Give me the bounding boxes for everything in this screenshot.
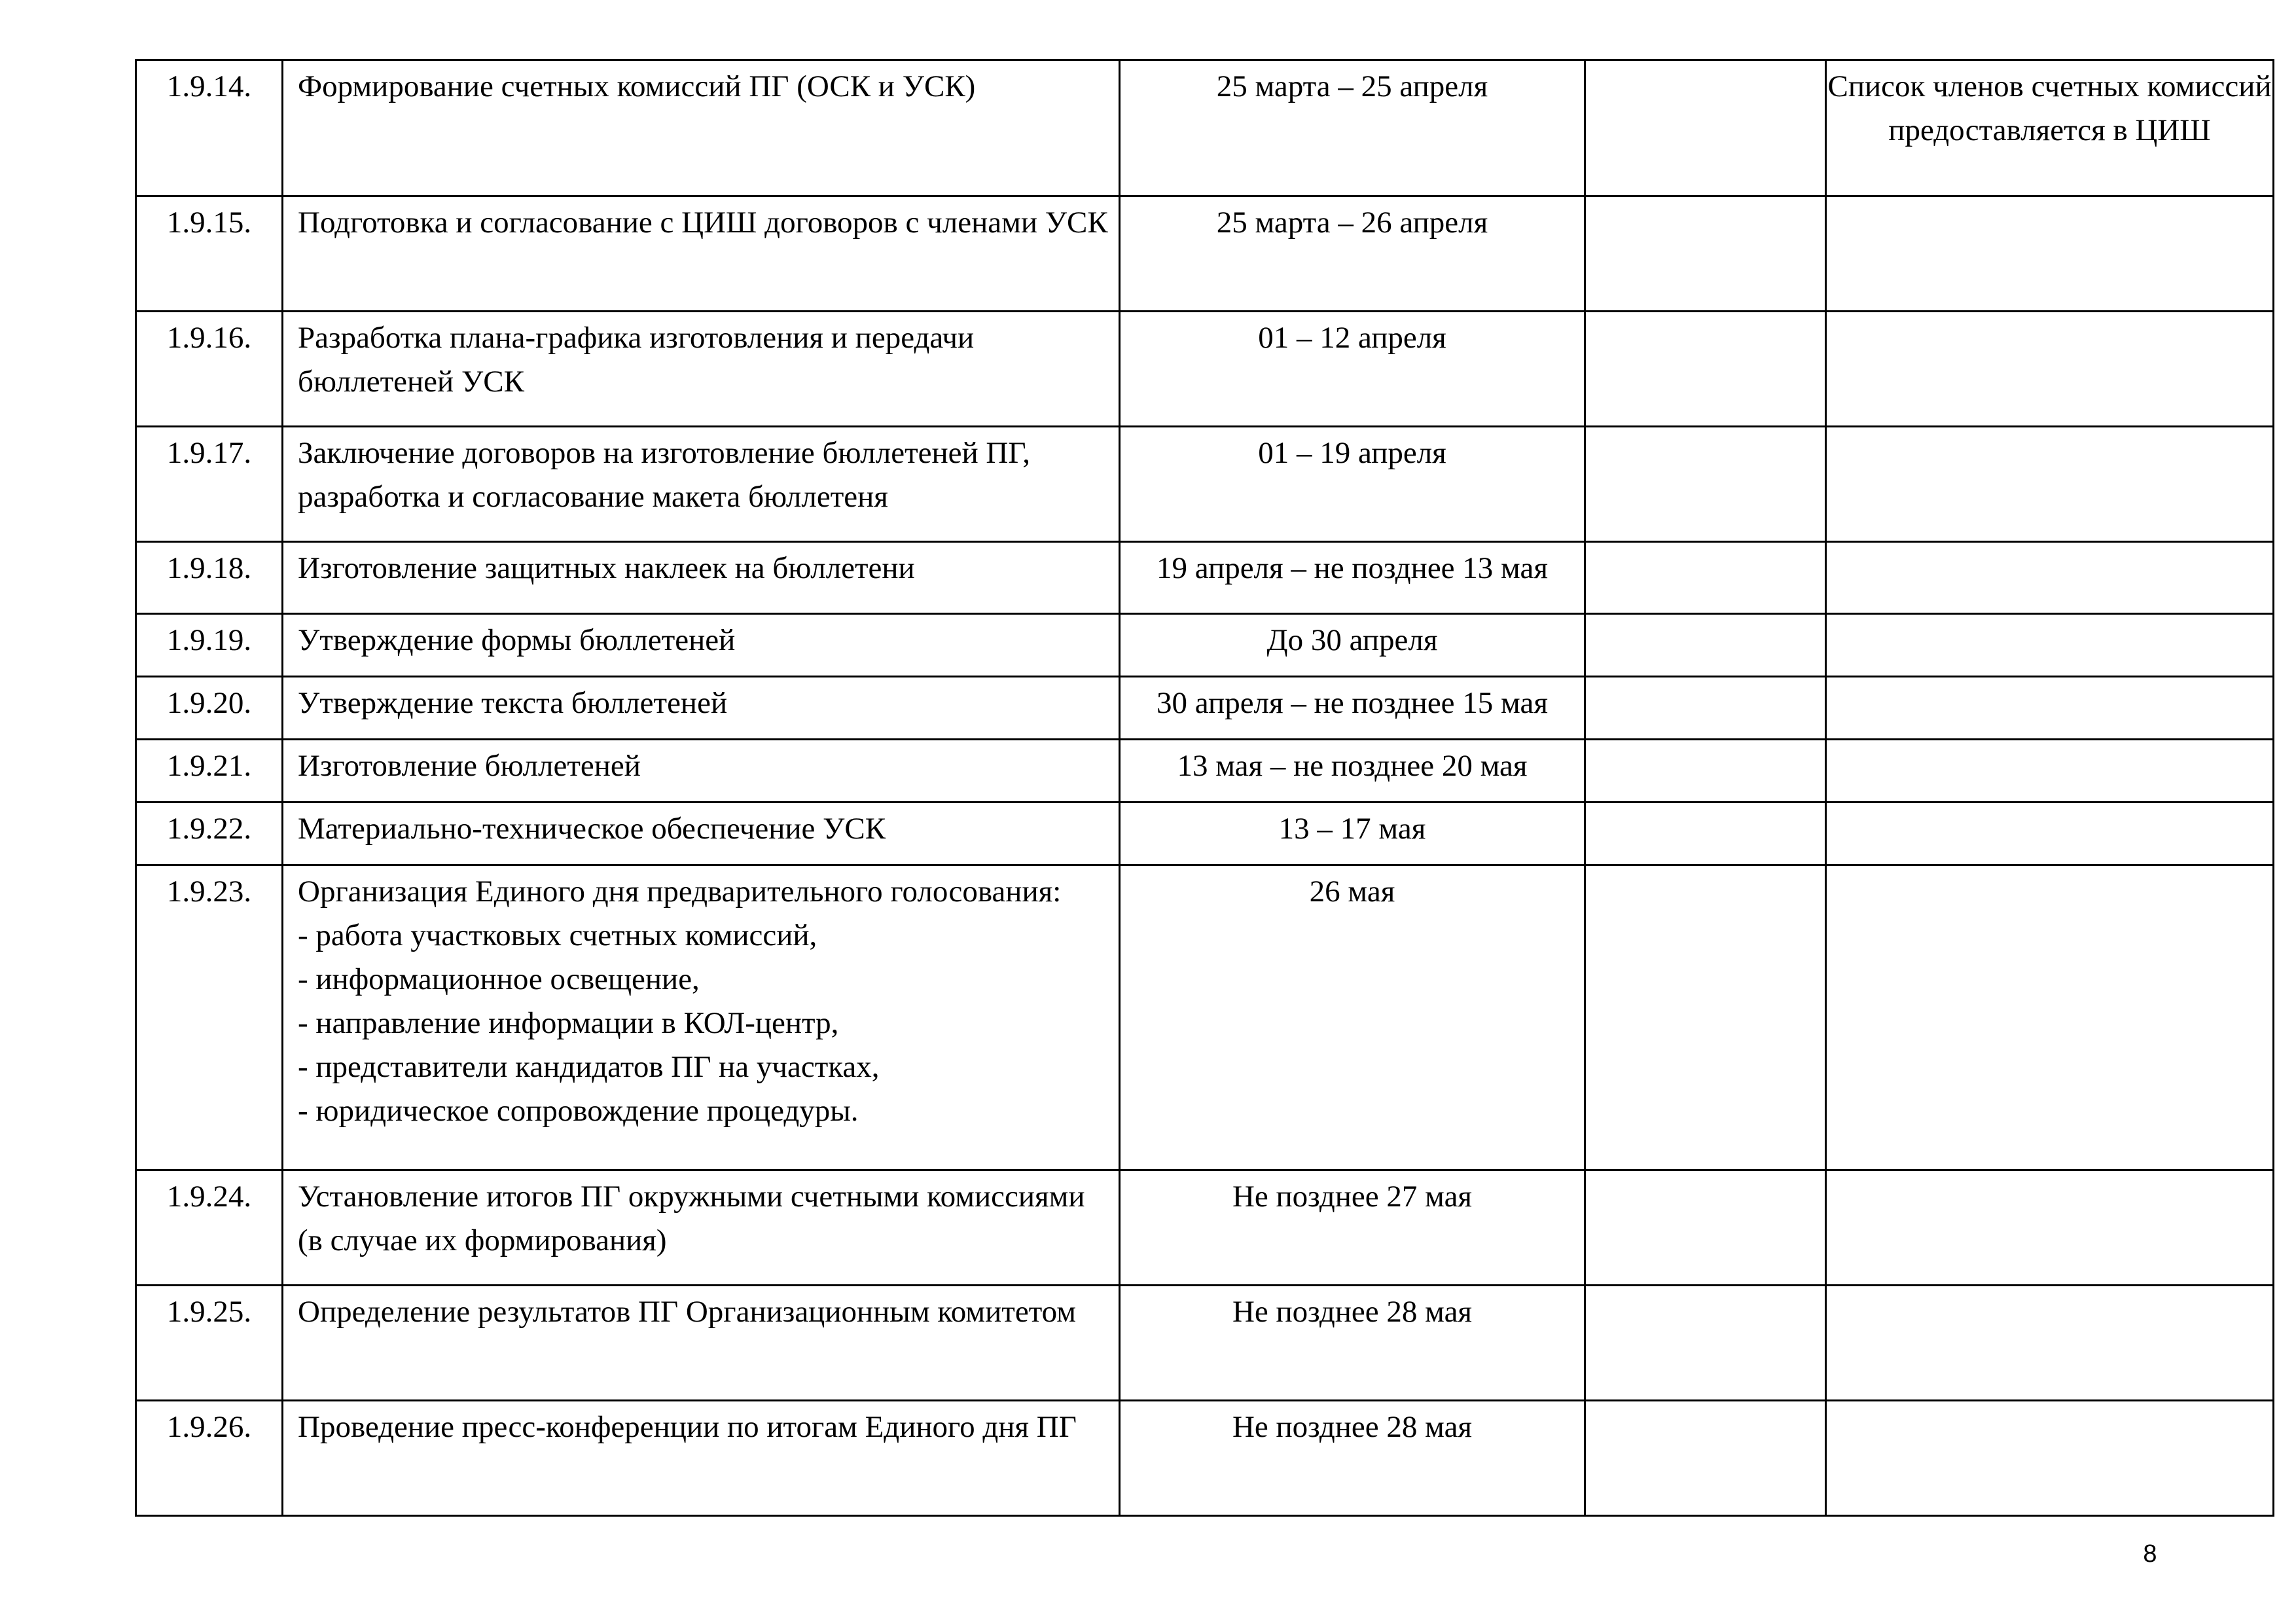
task-text-line: Утверждение формы бюллетеней [298,623,736,657]
responsible-cell [1585,740,1826,803]
deadline-cell: 25 марта – 25 апреля [1120,60,1585,196]
table-row [136,312,2274,427]
item-number-cell: 1.9.17. [136,427,283,542]
item-number-cell: 1.9.19. [136,614,283,677]
responsible-cell [1585,542,1826,614]
note-cell [1826,1401,2274,1516]
task-text-line: Разработка плана-графика изготовления и передачи бюллетеней УСК [298,321,975,399]
note-cell [1826,1170,2274,1286]
deadline-cell: 13 – 17 мая [1120,803,1585,865]
task-cell [283,740,1120,803]
note-cell [1826,427,2274,542]
table-row [136,1286,2274,1401]
item-number-cell: 1.9.26. [136,1401,283,1516]
responsible-cell [1585,677,1826,740]
task-text-line: - представители кандидатов ПГ на участках, [298,1050,880,1084]
note-cell [1826,312,2274,427]
table-row [136,542,2274,614]
item-number-cell: 1.9.20. [136,677,283,740]
table-row [136,803,2274,865]
item-number-cell: 1.9.24. [136,1170,283,1286]
table-row [136,1401,2274,1516]
table-row [136,60,2274,196]
task-cell [283,803,1120,865]
note-cell [1826,1286,2274,1401]
responsible-cell [1585,803,1826,865]
task-text-line: Установление итогов ПГ окружными счетными комиссиями (в случае их формирования) [298,1180,1085,1257]
task-text-line: Подготовка и согласование с ЦИШ договоров с членами УСК [298,206,1108,240]
table-row [136,427,2274,542]
item-number-cell: 1.9.18. [136,542,283,614]
task-text-line: Материально-техническое обеспечение УСК [298,812,886,846]
item-number-cell: 1.9.25. [136,1286,283,1401]
deadline-cell: 13 мая – не позднее 20 мая [1120,740,1585,803]
responsible-cell [1585,614,1826,677]
task-text-line: - работа участковых счетных комиссий, [298,918,817,952]
item-number-cell: 1.9.16. [136,312,283,427]
note-cell [1826,865,2274,1170]
deadline-cell: Не позднее 28 мая [1120,1286,1585,1401]
deadline-cell: 25 марта – 26 апреля [1120,196,1585,312]
deadline-cell: 26 мая [1120,865,1585,1170]
task-text-line: Изготовление защитных наклеек на бюллетени [298,551,915,585]
task-cell [283,1286,1120,1401]
note-cell [1826,803,2274,865]
schedule-table-body [136,60,2274,1516]
responsible-cell [1585,1401,1826,1516]
item-number-cell: 1.9.21. [136,740,283,803]
task-text-line: - направление информации в КОЛ-центр, [298,1006,839,1040]
page-number: 8 [2143,1540,2157,1568]
item-number-cell: 1.9.23. [136,865,283,1170]
task-cell [283,196,1120,312]
responsible-cell [1585,1286,1826,1401]
table-row [136,614,2274,677]
task-cell [283,677,1120,740]
responsible-cell [1585,60,1826,196]
task-text-line: Заключение договоров на изготовление бюллетеней ПГ, разработка и согласование макета бюллетеня [298,436,1030,514]
item-number-cell: 1.9.14. [136,60,283,196]
task-cell [283,542,1120,614]
task-cell [283,1170,1120,1286]
deadline-cell: Не позднее 28 мая [1120,1401,1585,1516]
task-cell [283,865,1120,1170]
deadline-cell: 01 – 12 апреля [1120,312,1585,427]
task-text-line: Формирование счетных комиссий ПГ (ОСК и УСК) [298,69,976,103]
task-text-line: Утверждение текста бюллетеней [298,686,728,720]
task-text-line: - информационное освещение, [298,962,700,996]
task-cell [283,1401,1120,1516]
deadline-cell: Не позднее 27 мая [1120,1170,1585,1286]
note-cell [1826,740,2274,803]
schedule-table [135,59,2274,1517]
note-cell [1826,614,2274,677]
table-row [136,196,2274,312]
task-text-line: Проведение пресс-конференции по итогам Единого дня ПГ [298,1410,1077,1444]
responsible-cell [1585,427,1826,542]
item-number-cell: 1.9.15. [136,196,283,312]
task-cell [283,312,1120,427]
note-cell [1826,542,2274,614]
deadline-cell: До 30 апреля [1120,614,1585,677]
table-row [136,740,2274,803]
task-text-line: - юридическое сопровождение процедуры. [298,1094,859,1128]
table-row [136,1170,2274,1286]
responsible-cell [1585,196,1826,312]
task-text-line: Определение результатов ПГ Организационным комитетом [298,1295,1076,1329]
table-row [136,677,2274,740]
task-text-line: Организация Единого дня предварительного голосования: [298,875,1062,909]
table-row [136,865,2274,1170]
deadline-cell: 19 апреля – не позднее 13 мая [1120,542,1585,614]
deadline-cell: 30 апреля – не позднее 15 мая [1120,677,1585,740]
responsible-cell [1585,312,1826,427]
note-cell: Список членов счетных комиссий предоставляется в ЦИШ [1826,60,2274,196]
task-cell [283,614,1120,677]
task-cell [283,60,1120,196]
task-text-line: Изготовление бюллетеней [298,749,641,783]
note-cell [1826,196,2274,312]
responsible-cell [1585,865,1826,1170]
item-number-cell: 1.9.22. [136,803,283,865]
responsible-cell [1585,1170,1826,1286]
deadline-cell: 01 – 19 апреля [1120,427,1585,542]
note-cell [1826,677,2274,740]
task-cell [283,427,1120,542]
